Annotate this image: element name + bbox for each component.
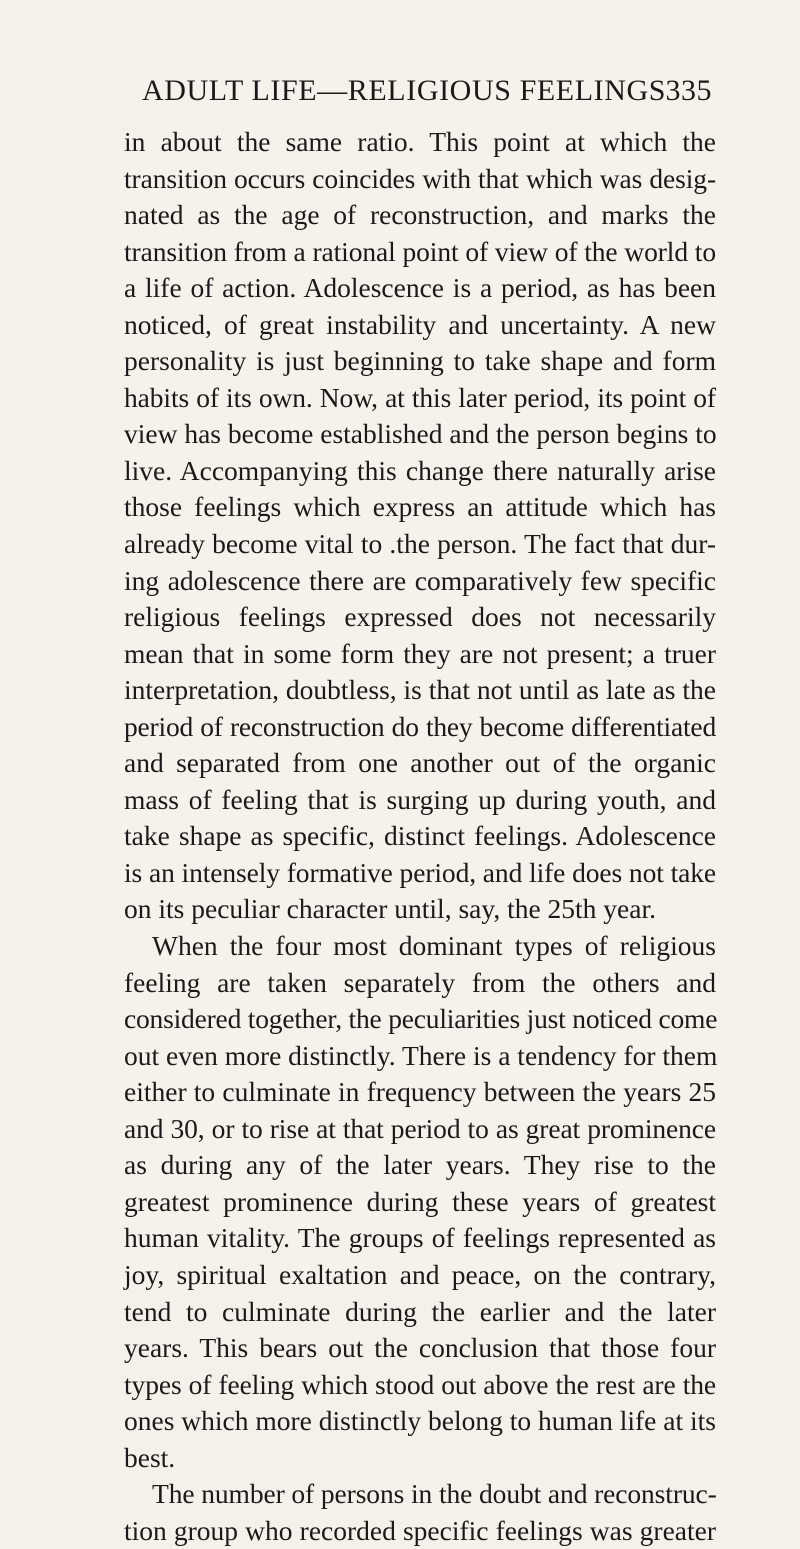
text-line: those feelings which express an attitude which has (124, 491, 716, 523)
text-line: view has become established and the person begins to (124, 418, 717, 450)
text-line: considered together, the peculiarities just noticed come (124, 1003, 718, 1035)
text-line: out even more distinctly. There is a tendency for them (124, 1039, 718, 1071)
text-line: personality is just beginning to take shape and form (124, 345, 716, 377)
running-title: ADULT LIFE—RELIGIOUS FEELINGS (142, 74, 667, 107)
text-line: as during any of the later years. They rise to the (124, 1149, 716, 1181)
text-line: feeling are taken separately from the others and (124, 966, 716, 998)
text-line: greatest prominence during these years of greatest (124, 1185, 716, 1217)
text-line: either to culminate in frequency between the years 25 (124, 1076, 716, 1108)
text-line: nated as the age of reconstruction, and marks the (124, 199, 716, 231)
text-line: habits of its own. Now, at this later period, its point of (124, 381, 716, 413)
paragraph-3 (124, 1476, 716, 1549)
text-line: and 30, or to rise at that period to as great prominence (124, 1112, 716, 1144)
text-line: period of reconstruction do they become differentiated (124, 710, 716, 742)
running-head (142, 74, 712, 114)
text-line: mean that in some form they are not present; a truer (124, 637, 716, 669)
page-number: 335 (665, 74, 712, 107)
paragraph-2 (124, 928, 716, 1476)
text-line: transition from a rational point of view of the world to (124, 235, 716, 267)
text-line: ones which more distinctly belong to human life at its (124, 1405, 716, 1437)
text-line: The number of persons in the doubt and reconstruc- (152, 1478, 717, 1510)
text-line: noticed, of great instability and uncertainty. A new (124, 308, 716, 340)
text-line: on its peculiar character until, say, the 25th year. (124, 893, 656, 925)
text-line: a life of action. Adolescence is a period, as has been (124, 272, 716, 304)
paragraph-1 (124, 124, 716, 928)
text-line: best. (124, 1441, 176, 1473)
text-line: take shape as specific, distinct feelings. Adolescence (124, 820, 716, 852)
text-line: and separated from one another out of the organic (124, 747, 716, 779)
text-line: mass of feeling that is surging up during youth, and (124, 783, 716, 815)
text-line: in about the same ratio. This point at which the (124, 126, 716, 157)
text-line: tend to culminate during the earlier and the later (124, 1295, 716, 1327)
text-line: joy, spiritual exaltation and peace, on the contrary, (124, 1258, 716, 1290)
text-line: already become vital to .the person. The fact that dur- (124, 528, 716, 560)
text-line: When the four most dominant types of religious (152, 930, 716, 962)
text-line: types of feeling which stood out above the rest are the (124, 1368, 716, 1400)
text-line: is an intensely formative period, and life does not take (124, 856, 716, 888)
text-line: tion group who recorded specific feelings was greater (124, 1514, 716, 1546)
text-line: human vitality. The groups of feelings represented as (124, 1222, 716, 1254)
text-line: years. This bears out the conclusion that those four (124, 1332, 716, 1364)
text-line: transition occurs coincides with that which was desig- (124, 162, 716, 194)
body-text (124, 124, 716, 1549)
text-line: live. Accompanying this change there naturally arise (124, 454, 716, 486)
text-line: religious feelings expressed does not necessarily (124, 601, 716, 633)
text-line: interpretation, doubtless, is that not until as late as the (124, 674, 716, 706)
text-line: ing adolescence there are comparatively few specific (124, 564, 716, 596)
